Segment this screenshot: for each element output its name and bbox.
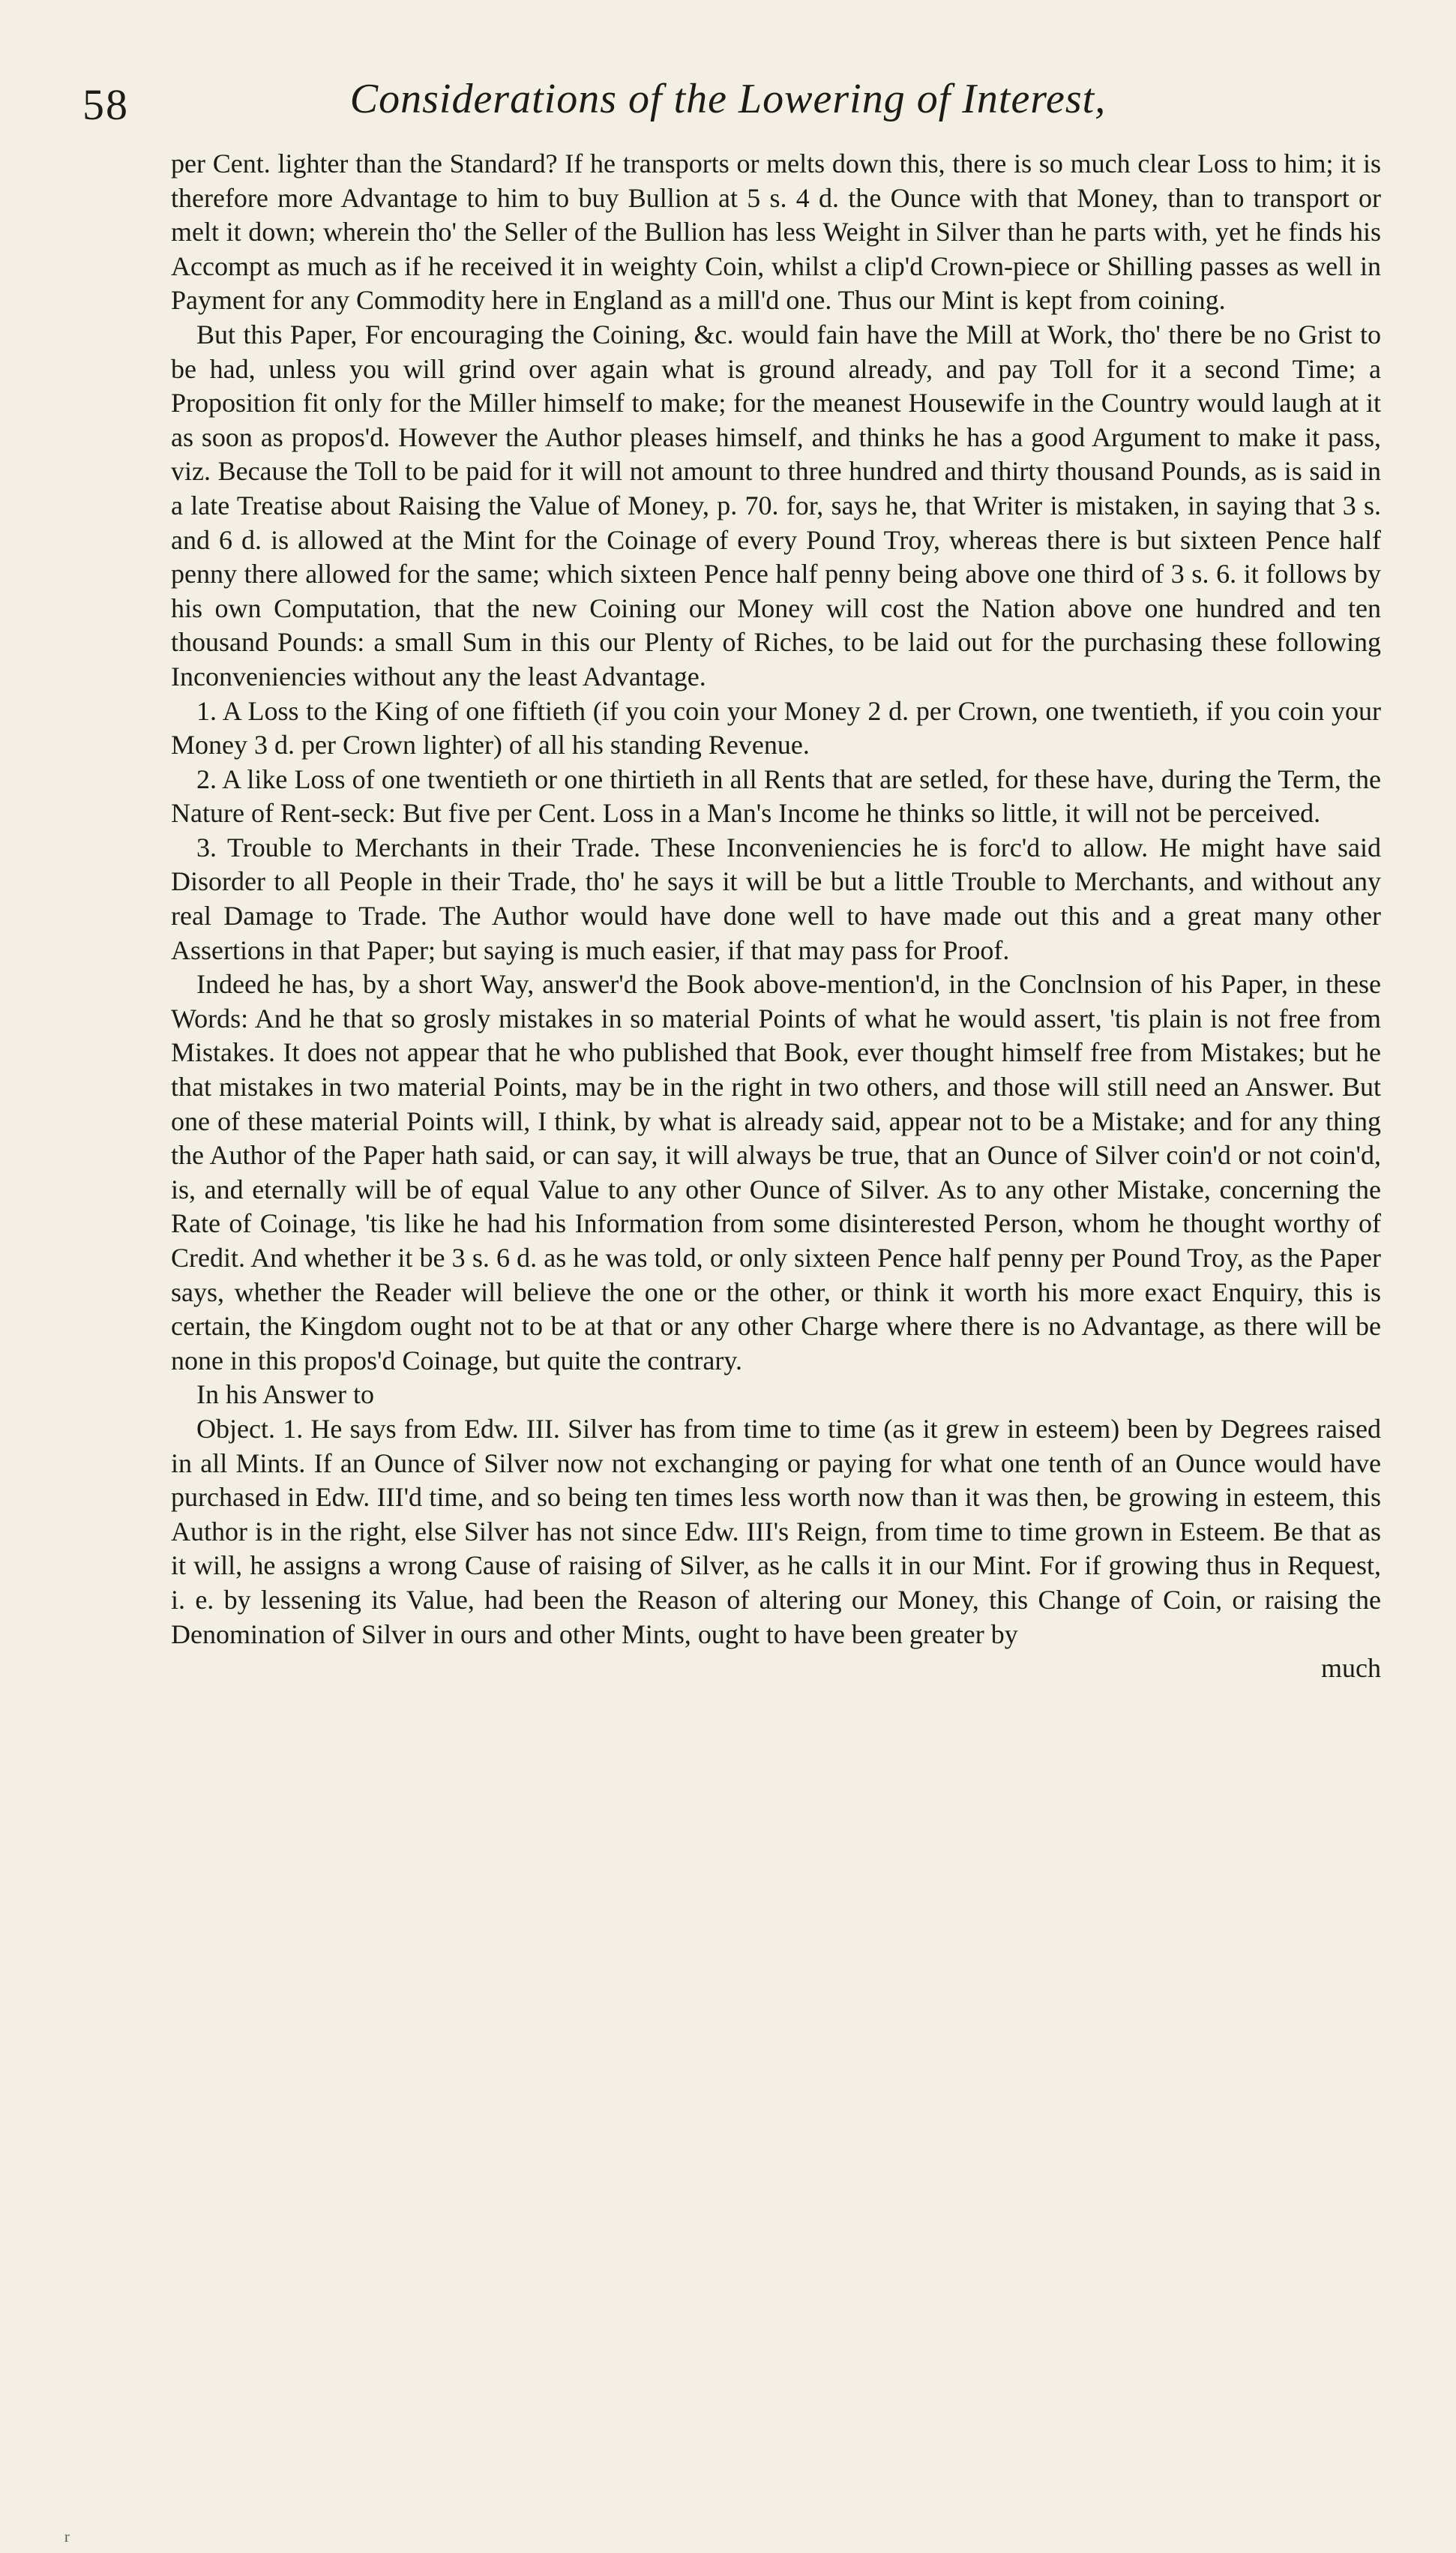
running-title: Considerations of the Lowering of Interest, xyxy=(349,76,1107,122)
page-number: 58 xyxy=(82,80,129,129)
page-header xyxy=(0,75,1456,135)
paragraph-2: But this Paper, For encouraging the Coining, &c. would fain have the Mill at Work, tho' there be no Grist to be had, unless you will grind over again what is ground already, and pay Toll for it a second Time; a Proposition fit only for the Miller himself to make; for the meanest Housewife in the Country would laugh at it as soon as propos'd. However the Author pleases himself, and thinks he has a good Argument to make it pass, viz. Because the Toll to be paid for it will not amount to three hundred and thirty thousand Pounds, as is said in a late Treatise about Raising the Value of Money, p. 70. for, says he, that Writer is mistaken, in saying that 3 s. and 6 d. is allowed at the Mint for the Coinage of every Pound Troy, whereas there is but sixteen Pence half penny there allowed for the same; which sixteen Pence half penny being above one third of 3 s. 6. it follows by his own Computation, that the new Coining our Money will cost the Nation above one hundred and ten thousand Pounds: a small Sum in this our Plenty of Riches, to be laid out for the purchasing these following Inconveniencies without any the least Advantage. xyxy=(171,319,1381,692)
paragraph-7: In his Answer to xyxy=(196,1379,374,1410)
paragraph-4: 2. A like Loss of one twentieth or one thirtieth in all Rents that are setled, for these have, during the Term, the Nature of Rent-seck: But five per Cent. Loss in a Man's Income he thinks so little, it will not be perceived. xyxy=(171,764,1381,829)
paragraph-5: 3. Trouble to Merchants in their Trade. These Inconveniencies he is forc'd to allow. He might have said Disorder to all People in their Trade, tho' he says it will be but a little Trouble to Merchants, and without any real Damage to Trade. The Author would have done well to have made out this and a great many other Assertions in that Paper; but saying is much easier, if that may pass for Proof. xyxy=(171,832,1381,965)
paragraph-6: Indeed he has, by a short Way, answer'd the Book above-mention'd, in the Conclnsion of his Paper, in these Words: And he that so grosly mistakes in so material Points of what he would assert, 'tis plain is not free from Mistakes. It does not appear that he who published that Book, ever thought himself free from Mistakes; but he that mistakes in two material Points, may be in the right in two others, and those will still need an Answer. But one of these material Points will, I think, by what is already said, appear not to be a Mistake; and for any thing the Author of the Paper hath said, or can say, it will always be true, that an Ounce of Silver coin'd or not coin'd, is, and eternally will be of equal Value to any other Ounce of Silver. As to any other Mistake, concerning the Rate of Coinage, 'tis like he had his Information from some disinterested Person, whom he thought worthy of Credit. And whether it be 3 s. 6 d. as he was told, or only sixteen Pence half penny per Pound Troy, as the Paper says, whether the Reader will believe the one or the other, or think it worth his more exact Enquiry, this is certain, the Kingdom ought not to be at that or any other Charge where there is no Advantage, as there will be none in this propos'd Coinage, but quite the contrary. xyxy=(171,969,1381,1376)
paragraph-8: Object. 1. He says from Edw. III. Silver has from time to time (as it grew in esteem) been by Degrees raised in all Mints. If an Ounce of Silver now not exchanging or paying for what one tenth of an Ounce would have purchased in Edw. III'd time, and so being ten times less worth now than it was then, be growing in esteem, this Author is in the right, else Silver has not since Edw. III's Reign, from time to time grown in Esteem. Be that as it will, he assigns a wrong Cause of raising of Silver, as he calls it in our Mint. For if growing thus in Request, i. e. by lessening its Value, had been the Reason of altering our Money, this Change of Coin, or raising the Denomination of Silver in ours and other Mints, ought to have been greater by xyxy=(171,1413,1381,1649)
paragraph-1: per Cent. lighter than the Standard? If he transports or melts down this, there is so much clear Loss to him; it is therefore more Advantage to him to buy Bullion at 5 s. 4 d. the Ounce with that Money, than to transport or melt it down; wherein tho' the Seller of the Bullion has less Weight in Silver than he parts with, yet he finds his Accompt as much as if he received it in weighty Coin, whilst a clip'd Crown-piece or Shilling passes as well in Payment for any Commodity here in England as a mill'd one. Thus our Mint is kept from coining. xyxy=(171,148,1381,316)
paragraph-3: 1. A Loss to the King of one fiftieth (if you coin your Money 2 d. per Crown, one twentieth, if you coin your Money 3 d. per Crown lighter) of all his standing Revenue. xyxy=(171,695,1381,760)
catchword: much xyxy=(1321,1653,1381,1684)
stray-mark: r xyxy=(64,2529,70,2546)
body-text xyxy=(171,147,1381,1686)
